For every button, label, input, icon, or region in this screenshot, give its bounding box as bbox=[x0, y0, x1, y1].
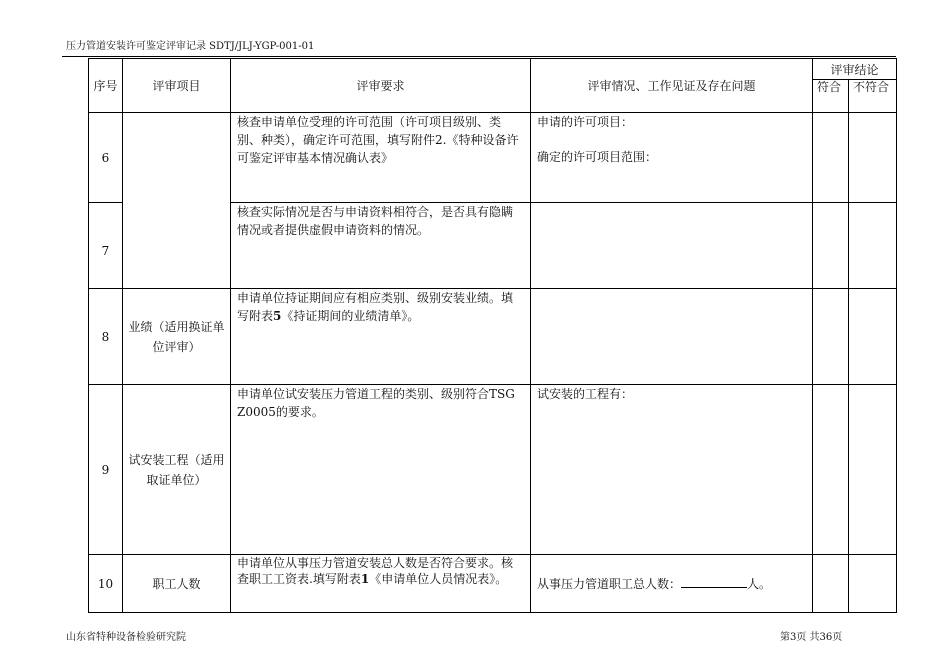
conform-cell[interactable] bbox=[813, 555, 849, 613]
nonconform-cell[interactable] bbox=[849, 555, 897, 613]
conform-cell[interactable] bbox=[813, 385, 849, 555]
row-number: 6 bbox=[89, 113, 123, 203]
footer-organization: 山东省特种设备检验研究院 bbox=[66, 632, 186, 643]
annex-number: 5 bbox=[273, 309, 282, 323]
situation-text: 人。 bbox=[747, 576, 772, 591]
table-row bbox=[89, 385, 897, 555]
review-situation bbox=[531, 289, 813, 385]
row-number: 10 bbox=[89, 555, 123, 613]
review-item bbox=[123, 113, 231, 289]
review-situation: 试安装的工程有： bbox=[531, 385, 813, 555]
row-number: 9 bbox=[89, 385, 123, 555]
header-rule bbox=[62, 56, 896, 57]
col-header-nonconform: 不符合 bbox=[849, 80, 897, 113]
review-requirement bbox=[231, 555, 531, 613]
col-header-situation: 评审情况、工作见证及存在问题 bbox=[531, 59, 813, 113]
conform-cell[interactable] bbox=[813, 203, 849, 289]
table-row bbox=[89, 289, 897, 385]
review-table bbox=[88, 58, 897, 613]
requirement-text: 《申请单位人员情况表》。 bbox=[369, 572, 508, 586]
table-row bbox=[89, 113, 897, 203]
conform-cell[interactable] bbox=[813, 289, 849, 385]
col-header-conclusion: 评审结论 bbox=[813, 59, 897, 80]
requirement-text: 《持证期间的业绩清单》。 bbox=[281, 309, 420, 323]
review-situation bbox=[531, 203, 813, 289]
footer-page-number: 第3页 共36页 bbox=[780, 632, 843, 643]
nonconform-cell[interactable] bbox=[849, 203, 897, 289]
annex-number: 1 bbox=[360, 572, 370, 586]
nonconform-cell[interactable] bbox=[849, 385, 897, 555]
row-number: 7 bbox=[89, 203, 123, 289]
row-number: 8 bbox=[89, 289, 123, 385]
document-header: 压力管道安装许可鉴定评审记录 SDTJ/JLJ-YGP-001-01 bbox=[66, 41, 315, 52]
situation-line: 申请的许可项目： bbox=[537, 115, 634, 129]
situation-text: 从事压力管道职工总人数： bbox=[537, 576, 682, 591]
review-requirement: 核查实际情况是否与申请资料相符合，是否具有隐瞒情况或者提供虚假申请资料的情况。 bbox=[231, 203, 531, 289]
nonconform-cell[interactable] bbox=[849, 289, 897, 385]
col-header-requirement: 评审要求 bbox=[231, 59, 531, 113]
fill-in-blank[interactable] bbox=[681, 575, 747, 588]
review-situation bbox=[531, 555, 813, 613]
review-item: 职工人数 bbox=[123, 555, 231, 613]
requirement-text: 申请单位从事压力管道安装总人数是否符合要求。核查职工工资表.填写附表 bbox=[237, 556, 514, 586]
table-row bbox=[89, 555, 897, 613]
col-header-seq: 序号 bbox=[89, 59, 123, 113]
review-situation bbox=[531, 113, 813, 203]
col-header-conform: 符合 bbox=[813, 80, 849, 113]
col-header-item: 评审项目 bbox=[123, 59, 231, 113]
review-item: 业绩（适用换证单位评审） bbox=[123, 289, 231, 385]
review-item: 试安装工程（适用取证单位） bbox=[123, 385, 231, 555]
review-requirement bbox=[231, 289, 531, 385]
nonconform-cell[interactable] bbox=[849, 113, 897, 203]
conform-cell[interactable] bbox=[813, 113, 849, 203]
review-requirement: 申请单位试安装压力管道工程的类别、级别符合TSG Z0005的要求。 bbox=[231, 385, 531, 555]
situation-line: 确定的许可项目范围： bbox=[537, 150, 658, 164]
requirement-text: 申请单位持证期间应有相应类别、级别安装业绩。填写附表 bbox=[237, 291, 514, 323]
review-requirement: 核查申请单位受理的许可范围（许可项目级别、类别、种类），确定许可范围，填写附件2.《特种设备许可鉴定评审基本情况确认表》 bbox=[231, 113, 531, 203]
